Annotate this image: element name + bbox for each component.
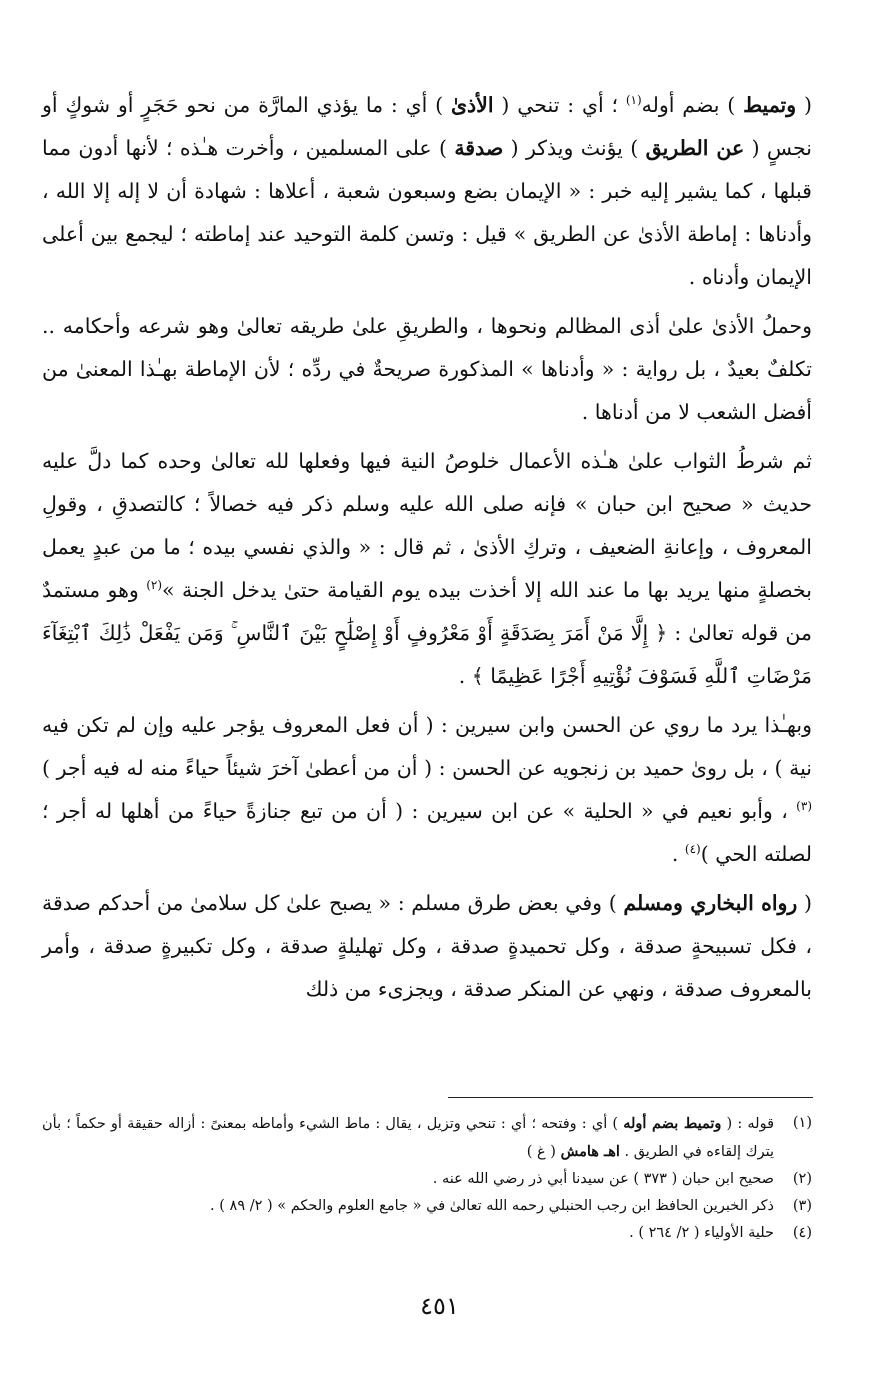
footnote-1: [42, 1110, 812, 1166]
footnote-text: صحيح ابن حبان ( ٣٧٣ ) عن سيدنا أبي ذر رضي الله عنه .: [432, 1171, 774, 1187]
footnotes: [42, 1110, 812, 1247]
text-span: ) أي : ما يؤذي المارَّة من نحو حَجَرٍ أو شوكٍ أو نجسٍ (: [42, 93, 812, 160]
text-span: ، وأبو نعيم في « الحلية » عن ابن سيرين : ( أن من تبع جنازةً حياءً من أهلها له أجر ؛ لصلته الحي ): [42, 799, 812, 866]
paragraph-3: [42, 440, 812, 698]
footnote-3: [42, 1193, 812, 1220]
text-span: ثم شرطُ الثواب علىٰ هـٰذه الأعمال خلوصُ النية فيها وفعلها لله تعالىٰ وحده كما دلَّ عليه حديث « صحيح ابن حبان » فإنه صلى الله عليه وسلم ذكر فيه خصالاً ؛ كالتصدقِ ، وقولِ المعروف ، وإعانةِ الضعيف ، وتركِ الأذىٰ ، ثم قال : « والذي نفسي بيده ؛ ما من عبدٍ يعمل بخصلةٍ منها يريد بها ما عند الله إلا أخذت بيده يوم القيامة حتىٰ يدخل الجنة »: [42, 449, 812, 602]
footnote-number: (٢): [792, 1171, 812, 1187]
text-span: قوله : (: [721, 1116, 775, 1132]
footnote-marker-4: (٤): [684, 842, 701, 857]
bold-term: وتميط: [743, 93, 797, 117]
bold-term: اهـ هامش: [560, 1143, 620, 1160]
footnote-text: [42, 1110, 774, 1166]
main-text: [42, 84, 812, 1017]
page-number: ٤٥١: [420, 1292, 459, 1320]
bold-term: صدقة: [454, 136, 504, 160]
text-span: (: [796, 93, 812, 117]
bold-term: الأذىٰ: [451, 93, 494, 117]
paragraph-1: [42, 84, 812, 299]
paragraph-4: [42, 704, 812, 876]
footnote-divider: [448, 1097, 813, 1098]
text-span: ( غ ): [526, 1144, 561, 1160]
paragraph-5: [42, 882, 812, 1011]
text-span: (: [797, 891, 812, 915]
text-span: ) بضم أوله: [641, 93, 744, 117]
footnote-number: (١): [792, 1115, 812, 1131]
paragraph-2: [42, 305, 812, 434]
footnote-marker-3: (٣): [796, 799, 812, 814]
text-span: وبهـٰذا يرد ما روي عن الحسن وابن سيرين : ( أن فعل المعروف يؤجر عليه وإن لم تكن فيه نية ) ، بل روىٰ حميد بن زنجويه عن الحسن : ( أن من أعطىٰ آخرَ شيئاً حياءً منه له فيه أجر ): [42, 713, 812, 780]
text-span: ) وفي بعض طرق مسلم : « يصبح علىٰ كل سلامىٰ من أحدكم صدقة ، فكل تسبيحةٍ صدقة ، وكل تحميدةٍ صدقة ، وكل تهليلةٍ صدقة ، وكل تكبيرةٍ صدقة ، وأمر بالمعروف صدقة ، ونهي عن المنكر صدقة ، ويجزىء من ذلك: [42, 891, 812, 1001]
footnote-number: (٤): [792, 1225, 812, 1241]
footnote-text: حلية الأولياء ( ٢/ ٢٦٤ ) .: [629, 1225, 774, 1241]
text-span: ؛ أي : تنحي (: [493, 93, 626, 117]
footnote-marker-1: (١): [625, 93, 642, 108]
footnote-2: [42, 1166, 812, 1193]
footnote-marker-2: (٢): [146, 578, 163, 593]
footnote-number: (٣): [792, 1198, 812, 1214]
text-span: وحملُ الأذىٰ علىٰ أذى المظالم ونحوها ، والطريقِ علىٰ طريقه تعالىٰ وهو شرعه وأحكامه .. تكلفٌ بعيدٌ ، بل رواية : « وأدناها » المذكورة صريحةٌ في ردِّه ؛ لأن الإماطة بهـٰذا المعنىٰ من أفضل الشعب لا من أدناها .: [42, 314, 812, 424]
text-span: ) على المسلمين ، وأخرت هـٰذه ؛ لأنها أدون مما قبلها ، كما يشير إليه خبر : « الإيمان بضع وسبعون شعبة ، أعلاها : شهادة أن لا إله إلا الله ، وأدناها : إماطة الأذىٰ عن الطريق » قيل : وتسن كلمة التوحيد عند إماطته ؛ ليجمع بين أعلى الإيمان وأدناه .: [42, 136, 812, 289]
bold-term: رواه البخاري ومسلم: [623, 891, 798, 915]
text-span: ) يؤنث ويذكر (: [503, 136, 646, 160]
footnote-text: ذكر الخبرين الحافظ ابن رجب الحنبلي رحمه الله تعالىٰ في « جامع العلوم والحكم » ( ٢/ ٨٩ ) .: [210, 1198, 774, 1214]
text-span: ) أي : وفتحه ؛ أي : تنحي وتزيل ، يقال : ماط الشيء وأماطه بمعنىً : أزاله حقيقة أو حكماً ؛ بأن يترك إلقاءه في الطريق .: [42, 1116, 774, 1160]
bold-term: وتميط بضم أوله: [623, 1115, 722, 1132]
quran-quote: وهو مستمدٌ من قوله تعالىٰ : ﴿ إِلَّا مَنْ أَمَرَ بِصَدَقَةٍ أَوْ مَعْرُوفٍ أَوْ إِصْلَٰحٍ بَيْنَ ٱلنَّاسِ ۚ وَمَن يَفْعَلْ ذَٰلِكَ ٱبْتِغَآءَ مَرْضَاتِ ٱللَّهِ فَسَوْفَ نُؤْتِيهِ أَجْرًا عَظِيمًا ﴾ .: [42, 578, 812, 688]
footnote-4: [42, 1220, 812, 1247]
text-span: .: [671, 842, 685, 866]
bold-term: عن الطريق: [645, 136, 745, 160]
